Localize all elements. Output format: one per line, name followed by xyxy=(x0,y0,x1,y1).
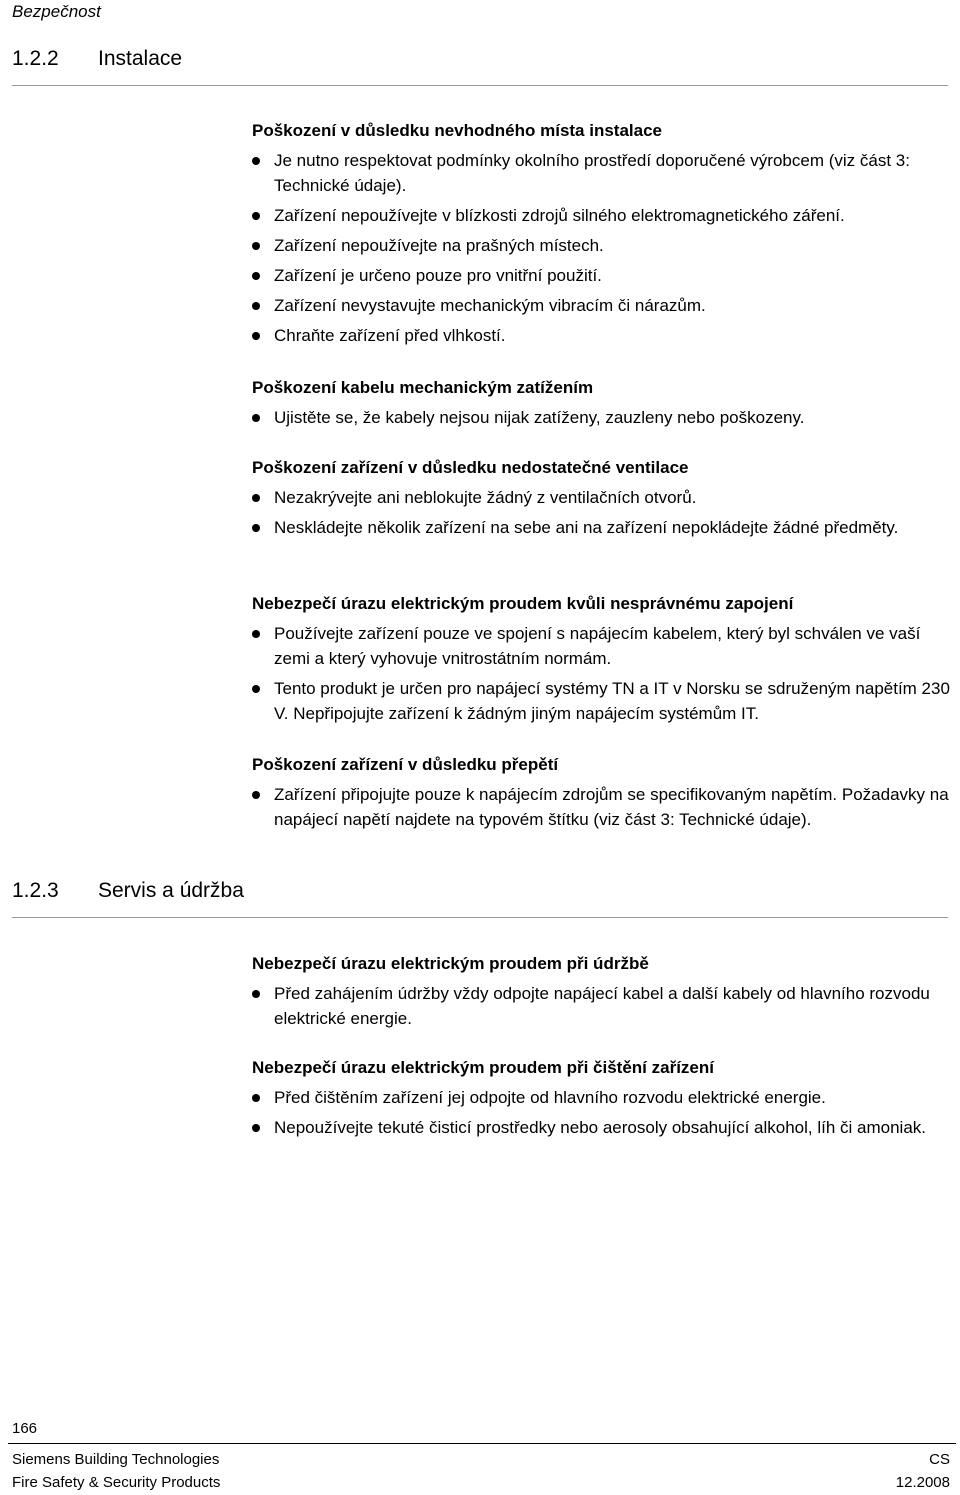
bullet-icon xyxy=(252,157,260,165)
section-heading-instalace xyxy=(12,47,182,71)
bullet-text: Zařízení nepoužívejte na prašných místech. xyxy=(274,236,604,255)
bullet-text: Zařízení je určeno pouze pro vnitřní použití. xyxy=(274,266,602,285)
bullet-list xyxy=(252,485,952,540)
warning-block xyxy=(252,591,952,731)
bullet-text: Nezakrývejte ani neblokujte žádný z ventilačních otvorů. xyxy=(274,488,697,507)
warning-title: Poškození kabelu mechanickým zatížením xyxy=(252,378,594,397)
footer-company: Siemens Building Technologies xyxy=(12,1451,220,1468)
warning-block xyxy=(252,1055,952,1145)
bullet-item xyxy=(252,203,952,228)
bullet-item xyxy=(252,233,952,258)
section-number: 1.2.3 xyxy=(12,879,59,902)
bullet-item xyxy=(252,621,952,671)
bullet-item xyxy=(252,676,952,726)
running-header: Bezpečnost xyxy=(12,2,101,21)
footer-date: 12.2008 xyxy=(895,1474,950,1491)
warning-block xyxy=(252,951,952,1036)
bullet-item xyxy=(252,323,952,348)
bullet-item xyxy=(252,485,952,510)
bullet-list xyxy=(252,1085,952,1140)
bullet-icon xyxy=(252,242,260,250)
bullet-text: Neskládejte několik zařízení na sebe ani na zařízení nepokládejte žádné předměty. xyxy=(274,518,899,537)
bullet-text: Tento produkt je určen pro napájecí systémy TN a IT v Norsku se sdruženým napětím 230 V. Nepřipojujte zařízení k žádným jiným napájecím systémům IT. xyxy=(274,679,950,723)
bullet-icon xyxy=(252,791,260,799)
bullet-list xyxy=(252,981,952,1031)
section-divider xyxy=(12,917,948,918)
bullet-icon xyxy=(252,1124,260,1132)
warning-block xyxy=(252,375,952,435)
warning-title: Nebezpečí úrazu elektrickým proudem při čištění zařízení xyxy=(252,1058,714,1077)
footer-language: CS xyxy=(929,1451,950,1468)
section-divider xyxy=(12,85,948,86)
bullet-item xyxy=(252,263,952,288)
page-number: 166 xyxy=(12,1420,38,1437)
bullet-icon xyxy=(252,414,260,422)
bullet-list xyxy=(252,621,952,726)
warning-title: Poškození v důsledku nevhodného místa instalace xyxy=(252,121,663,140)
bullet-text: Nepoužívejte tekuté čisticí prostředky nebo aerosoly obsahující alkohol, líh či amoniak. xyxy=(274,1118,927,1137)
bullet-item xyxy=(252,1085,952,1110)
warning-title: Poškození zařízení v důsledku přepětí xyxy=(252,755,559,774)
section-heading-servis xyxy=(12,879,244,903)
warning-title: Nebezpečí úrazu elektrickým proudem při údržbě xyxy=(252,954,649,973)
bullet-icon xyxy=(252,494,260,502)
bullet-item xyxy=(252,981,952,1031)
footer-divider xyxy=(8,1443,956,1444)
bullet-icon xyxy=(252,212,260,220)
section-title: Servis a údržba xyxy=(98,879,244,902)
bullet-icon xyxy=(252,302,260,310)
bullet-item xyxy=(252,405,952,430)
footer-division: Fire Safety & Security Products xyxy=(12,1474,221,1491)
bullet-icon xyxy=(252,1094,260,1102)
bullet-text: Ujistěte se, že kabely nejsou nijak zatíženy, zauzleny nebo poškozeny. xyxy=(274,408,805,427)
bullet-text: Zařízení připojujte pouze k napájecím zdrojům se specifikovaným napětím. Požadavky na napájecí napětí najdete na typovém štítku (viz část 3: Technické údaje). xyxy=(274,785,949,829)
warning-block xyxy=(252,455,952,545)
bullet-item xyxy=(252,782,952,832)
bullet-text: Před čištěním zařízení jej odpojte od hlavního rozvodu elektrické energie. xyxy=(274,1088,826,1107)
bullet-icon xyxy=(252,272,260,280)
bullet-icon xyxy=(252,630,260,638)
bullet-icon xyxy=(252,524,260,532)
bullet-text: Je nutno respektovat podmínky okolního prostředí doporučené výrobcem (viz část 3: Technické údaje). xyxy=(274,151,910,195)
warning-title: Nebezpečí úrazu elektrickým proudem kvůli nesprávnému zapojení xyxy=(252,594,794,613)
warning-title: Poškození zařízení v důsledku nedostatečné ventilace xyxy=(252,458,689,477)
bullet-icon xyxy=(252,332,260,340)
bullet-list xyxy=(252,405,952,430)
warning-block xyxy=(252,752,952,837)
warning-block xyxy=(252,118,952,353)
bullet-icon xyxy=(252,990,260,998)
bullet-text: Před zahájením údržby vždy odpojte napájecí kabel a další kabely od hlavního rozvodu elektrické energie. xyxy=(274,984,930,1028)
bullet-item xyxy=(252,1115,952,1140)
bullet-item xyxy=(252,293,952,318)
bullet-text: Zařízení nevystavujte mechanickým vibracím či nárazům. xyxy=(274,296,706,315)
bullet-text: Chraňte zařízení před vlhkostí. xyxy=(274,326,506,345)
bullet-item xyxy=(252,515,952,540)
section-title: Instalace xyxy=(98,47,183,70)
section-number: 1.2.2 xyxy=(12,47,59,70)
bullet-item xyxy=(252,148,952,198)
bullet-list xyxy=(252,148,952,348)
bullet-text: Zařízení nepoužívejte v blízkosti zdrojů silného elektromagnetického záření. xyxy=(274,206,845,225)
bullet-icon xyxy=(252,685,260,693)
bullet-list xyxy=(252,782,952,832)
bullet-text: Používejte zařízení pouze ve spojení s napájecím kabelem, který byl schválen ve vaší zemi a který vyhovuje vnitrostátním normám. xyxy=(274,624,921,668)
